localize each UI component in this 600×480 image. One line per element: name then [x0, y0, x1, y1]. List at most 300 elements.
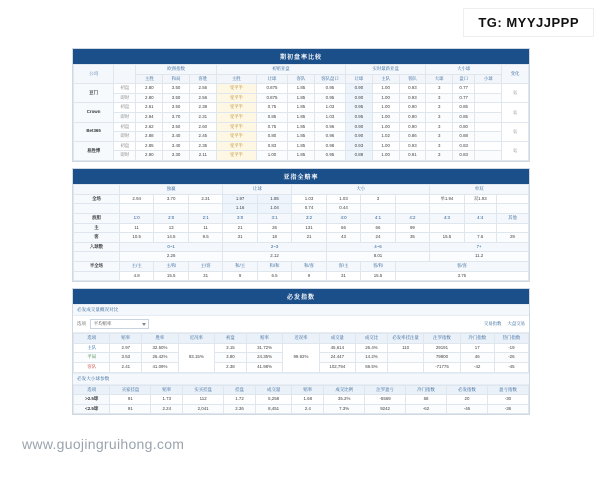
bfou-col: 成交量 [255, 385, 291, 395]
odds-cell: 0.93 [346, 141, 373, 151]
odds-col-home: 主胜 [136, 74, 163, 84]
odds-cell: 受平半 [216, 122, 256, 132]
table-row[interactable] [74, 223, 529, 233]
odds-cell: 0.95 [314, 151, 345, 161]
odds-cell: 3 [426, 141, 453, 151]
odds-cell: 0.95 [346, 113, 373, 123]
odds-cell: 3.70 [163, 113, 190, 123]
odds-col-draw: 和局 [163, 74, 190, 84]
bfou-cell: 35.2% [324, 395, 365, 405]
score-cell: 13 [154, 223, 188, 233]
table-row[interactable] [74, 404, 529, 414]
bf-cell-merged: 93.15% [178, 343, 214, 372]
odds-group-live-asia: 实时最新亚盘 [346, 65, 426, 75]
halffull-col: 客/客 [395, 261, 528, 271]
table-row[interactable] [74, 395, 529, 405]
odds-cell: 1.00 [372, 122, 399, 132]
bf-col: 近况率 [178, 334, 214, 344]
betfair-section1-title: 必发成交量概况对比 [73, 304, 529, 316]
odds-cell: 2.80 [136, 93, 163, 103]
odds-cell: 3 [426, 122, 453, 132]
odds-group-ou: 大小球 [426, 65, 502, 75]
goals-header-row [74, 242, 529, 252]
bf-col: 成交量 [319, 334, 355, 344]
odds-cell: 0.88 [346, 151, 373, 161]
odds-cell: 1.85 [288, 132, 315, 142]
odds-cell: 3.40 [163, 141, 190, 151]
odds-cell: 0.83 [453, 151, 475, 161]
bf-cell: 41.98% [246, 363, 282, 373]
betfair-summary-body [74, 343, 529, 372]
score-cell: 31 [223, 233, 257, 243]
bfou-cell: 20 [447, 395, 488, 405]
halffull-cell: 3.75 [395, 271, 528, 281]
odds-col-line: 盘口 [453, 74, 475, 84]
prob-cell: 2.94 [119, 194, 153, 204]
halffull-col: 主/客 [188, 261, 222, 271]
score-cell: 11 [119, 223, 153, 233]
bf-cell: 3.53 [110, 353, 142, 363]
bf-cell: 29191 [424, 343, 460, 353]
score-cell: 14.5 [154, 233, 188, 243]
odds-cell: 受平半 [216, 132, 256, 142]
odds-cell: 受平半 [216, 103, 256, 113]
odds-cell: 2.88 [136, 132, 163, 142]
halffull-col: 和/主 [223, 261, 257, 271]
odds-company: Bet365 [74, 122, 114, 141]
prob-cell [496, 194, 528, 204]
odds-group-change: 变化 [502, 65, 529, 84]
prob-cell [430, 204, 464, 214]
odds-cell [475, 132, 502, 142]
odds-col-company: 公司 [74, 65, 114, 84]
odds-cell: 0.90 [346, 132, 373, 142]
bfou-cell: 8,451 [255, 404, 291, 414]
score-cell: 18 [257, 233, 291, 243]
bf-col: 冷门指数 [460, 334, 494, 344]
score-row-label: 主 [74, 223, 120, 233]
bfou-col: 盈亏指数 [487, 385, 528, 395]
odds-cell: 0.96 [314, 122, 345, 132]
odds-cell: 2.60 [189, 122, 216, 132]
prob-cell [188, 204, 222, 214]
odds-cell: 2.56 [189, 93, 216, 103]
odds-cell: 2.35 [189, 141, 216, 151]
odds-cell: 2.85 [136, 141, 163, 151]
goals-col: 2~3 [223, 242, 326, 252]
odds-cell: 0.80 [256, 132, 287, 142]
bf-row-label: 主队 [74, 343, 110, 353]
halffull-cell: 31 [188, 271, 222, 281]
probability-panel [72, 168, 530, 282]
prob-row-label: 全场 [74, 194, 120, 204]
odds-col-a-awayteam: 客队 [288, 74, 315, 84]
prob-cell [395, 194, 429, 204]
goals-cell: 2.12 [223, 252, 326, 262]
halffull-cell: 6.5 [257, 271, 291, 281]
score-cell: 66 [326, 223, 360, 233]
table-row[interactable] [74, 93, 529, 103]
score-cell: 43 [326, 233, 360, 243]
halffull-col: 客/和 [361, 261, 395, 271]
odds-table [73, 64, 529, 161]
goals-col: 4~6 [326, 242, 429, 252]
prob-cell: 双1.93 [464, 194, 496, 204]
halffull-cell: 15.5 [154, 271, 188, 281]
prob-cell: 1.03 [326, 194, 360, 204]
odds-cell: 3.50 [163, 103, 190, 113]
filter-label: 选项 [77, 321, 86, 327]
bf-col: 选项 [74, 334, 110, 344]
prob-cell: 0.44 [326, 204, 360, 214]
bfou-cell: 2,041 [183, 404, 224, 414]
prob-cell [154, 204, 188, 214]
prob-col-blank [74, 185, 120, 195]
bf-cell: 2.41 [110, 363, 142, 373]
betfair-filter-bar [73, 316, 529, 333]
odds-cell: 0.75 [256, 103, 287, 113]
bf-col: 赔率 [110, 334, 142, 344]
score-cell: 99 [395, 223, 429, 233]
odds-cell [475, 122, 502, 132]
odds-cell [475, 141, 502, 151]
odds-cell: 1.00 [372, 103, 399, 113]
odds-line-tag: 初盘 [114, 141, 136, 151]
goals-col: 7+ [430, 242, 529, 252]
odds-cell: 2.80 [136, 84, 163, 94]
halffull-col: 主/主 [119, 261, 153, 271]
bfou-col: 赔率 [292, 385, 324, 395]
prob-cell: 2.31 [188, 194, 222, 204]
odds-cell: 0.95 [346, 103, 373, 113]
odds-cell: 1.02 [372, 132, 399, 142]
halffull-header-row [74, 261, 529, 271]
bf-cell: -26 [494, 353, 528, 363]
odds-cell: 0.95 [314, 93, 345, 103]
halffull-col: 和/客 [292, 261, 326, 271]
score-col: 3:1 [257, 213, 291, 223]
table-row[interactable] [74, 271, 529, 281]
bf-cell: -19 [494, 343, 528, 353]
halffull-col: 主/和 [154, 261, 188, 271]
bfou-col: 冷门指数 [406, 385, 447, 395]
odds-line-tag: 初盘 [114, 84, 136, 94]
prob-cell [464, 204, 496, 214]
bf-cell [387, 363, 423, 373]
bfou-col: 买家挂盘 [110, 385, 151, 395]
bf-cell: 102,794 [319, 363, 355, 373]
bf-cell: 2.97 [110, 343, 142, 353]
table-row[interactable] [74, 132, 529, 142]
table-row[interactable] [74, 113, 529, 123]
prob-cell [395, 204, 429, 214]
bf-cell: 24.35% [246, 353, 282, 363]
odds-col-over: 大球 [426, 74, 453, 84]
score-cell [430, 223, 464, 233]
odds-company: Crown [74, 103, 114, 122]
score-cell: 11 [188, 223, 222, 233]
bfou-cell: 1.68 [292, 395, 324, 405]
odds-cell: 1.00 [372, 93, 399, 103]
score-cell: 10.5 [119, 233, 153, 243]
score-cell: 15.5 [430, 233, 464, 243]
odds-change[interactable]: 氨 [502, 103, 529, 122]
odds-cell: 0.90 [399, 103, 426, 113]
odds-cell: 2.31 [189, 113, 216, 123]
odds-cell: 0.77 [453, 84, 475, 94]
odds-col-a-home: 主胜 [216, 74, 256, 84]
odds-cell: 受平半 [216, 151, 256, 161]
odds-cell: 0.90 [346, 93, 373, 103]
odds-cell: 0.90 [346, 84, 373, 94]
bf-cell: -45 [494, 363, 528, 373]
bfou-cell: -30 [487, 395, 528, 405]
bfou-cell: -36 [487, 404, 528, 414]
odds-cell: 1.00 [372, 84, 399, 94]
bf-col: 初盘 [215, 334, 247, 344]
bf-cell: 17 [460, 343, 494, 353]
odds-subheader-row [74, 74, 529, 84]
bf-col: 近况率 [283, 334, 319, 344]
betfair-summary-header-row [74, 334, 529, 344]
odds-cell: 0.83 [256, 141, 287, 151]
odds-cell: 1.85 [288, 113, 315, 123]
site-watermark: www.guojingruihong.com [22, 436, 185, 452]
odds-col-a-awayline: 客队盘口 [314, 74, 345, 84]
score-header-row [74, 213, 529, 223]
goals-cell: 11.2 [430, 252, 529, 262]
odds-cell: 2.90 [136, 151, 163, 161]
prob-header-row [74, 185, 529, 195]
halffull-cell: 31 [326, 271, 360, 281]
odds-cell: 3.40 [163, 132, 190, 142]
bfou-cell: 2.36 [224, 404, 256, 414]
table-row[interactable] [74, 84, 529, 94]
odds-cell: 1.85 [288, 151, 315, 161]
prob-cell: 1.97 [223, 194, 257, 204]
odds-cell: 3 [426, 132, 453, 142]
odds-cell: 0.875 [256, 93, 287, 103]
prob-cell: 0.74 [292, 204, 326, 214]
score-label: 波胆 [74, 213, 120, 223]
betfair-section2-title: 必发大小球参数 [73, 373, 529, 385]
tg-badge: TG: MYYJJPPP [463, 8, 594, 37]
link-market-trade[interactable]: 大盘交易 [507, 321, 525, 327]
odds-line-tag: 即时 [114, 151, 136, 161]
odds-cell: 0.88 [453, 132, 475, 142]
betfair-ou-table [73, 385, 529, 415]
bf-cell: 26.42% [142, 353, 178, 363]
score-cell: 35 [395, 233, 429, 243]
bfou-cell: 7.3% [324, 404, 365, 414]
odds-cell: 1.85 [288, 141, 315, 151]
prob-cell: 3 [361, 194, 395, 204]
score-cell: 7.6 [464, 233, 496, 243]
odds-cell: 0.93 [399, 141, 426, 151]
bfou-cell: 2.24 [151, 404, 183, 414]
odds-cell: 1.85 [288, 93, 315, 103]
odds-col-l-handicap: 让球 [346, 74, 373, 84]
odds-cell: 3.50 [163, 122, 190, 132]
bf-cell: 46 [460, 353, 494, 363]
bf-cell: 2.38 [215, 363, 247, 373]
odds-cell: 0.85 [453, 103, 475, 113]
score-col: 4:4 [464, 213, 496, 223]
score-cell [496, 223, 528, 233]
odds-cell: 3 [426, 93, 453, 103]
odds-cell: 0.85 [453, 113, 475, 123]
bfou-col: 实买挂盘 [183, 385, 224, 395]
table-row[interactable] [74, 233, 529, 243]
bfou-cell: -5569 [365, 395, 406, 405]
odds-cell: 3 [426, 84, 453, 94]
prob-cell: 单1.94 [430, 194, 464, 204]
table-row[interactable] [74, 194, 529, 204]
halffull-cell: 15.5 [361, 271, 395, 281]
score-col: 1:0 [119, 213, 153, 223]
odds-cell: 3 [426, 103, 453, 113]
betfair-ou-header-row [74, 385, 529, 395]
odds-cell: 0.875 [256, 84, 287, 94]
odds-cell: 0.96 [314, 132, 345, 142]
odds-cell: 1.00 [372, 141, 399, 151]
bf-cell: 24.447 [319, 353, 355, 363]
betfair-panel-title: 必发指数 [73, 289, 529, 304]
odds-change[interactable]: 氨 [502, 84, 529, 103]
probability-panel-title: 亚指全赔率 [73, 169, 529, 184]
score-cell: 29 [496, 233, 528, 243]
odds-change[interactable]: 氨 [502, 122, 529, 141]
bfou-cell: 2.4 [292, 404, 324, 414]
link-trade-index[interactable]: 交易指数 [483, 321, 502, 327]
odds-line-tag: 即时 [114, 132, 136, 142]
table-row[interactable] [74, 103, 529, 113]
bf-cell: 45,614 [319, 343, 355, 353]
bf-col: 必发率挂注量 [387, 334, 423, 344]
bfou-cell: 1.73 [151, 395, 183, 405]
odds-cell: 2.38 [189, 103, 216, 113]
table-row[interactable] [74, 252, 529, 262]
table-row[interactable] [74, 151, 529, 161]
odds-line-tag: 初盘 [114, 122, 136, 132]
bfou-cell: 9242 [365, 404, 406, 414]
odds-table-body [74, 84, 529, 161]
odds-cell: 0.75 [256, 122, 287, 132]
bf-cell: 31.72% [246, 343, 282, 353]
score-col: 3:0 [223, 213, 257, 223]
halffull-cell: 4.8 [119, 271, 153, 281]
odds-line-tag: 初盘 [114, 103, 136, 113]
odds-col-a-handicap: 让球 [256, 74, 287, 84]
odds-cell: 1.00 [256, 151, 287, 161]
odds-cell: 受平半 [216, 113, 256, 123]
odds-cell: 3.50 [163, 84, 190, 94]
bf-cell: 3.80 [215, 353, 247, 363]
bfou-cell: 91 [110, 404, 151, 414]
odds-group-euro: 欧洲指数 [136, 65, 216, 75]
score-row-label: 客 [74, 233, 120, 243]
score-col: 4:0 [326, 213, 360, 223]
sheet [72, 48, 530, 421]
odds-cell: 1.85 [288, 84, 315, 94]
odds-cell: 0.83 [453, 141, 475, 151]
score-cell: 21 [223, 223, 257, 233]
odds-cell: 2.11 [189, 151, 216, 161]
score-cell: 24 [361, 233, 395, 243]
score-cell [464, 223, 496, 233]
odds-col-l-home: 主队 [372, 74, 399, 84]
prob-cell [496, 204, 528, 214]
odds-cell: 0.93 [399, 93, 426, 103]
bfou-col: 必发指数 [447, 385, 488, 395]
score-cell: 26 [257, 223, 291, 233]
bf-cell: 59.5% [356, 363, 388, 373]
table-row[interactable] [74, 343, 529, 353]
filter-select[interactable]: 平均赔率 [90, 319, 149, 329]
odds-cell: 1.03 [314, 113, 345, 123]
prob-cell [361, 204, 395, 214]
odds-cell: 受平半 [216, 84, 256, 94]
odds-change[interactable]: 氨 [502, 141, 529, 160]
bfou-row-label: <2.5球 [74, 404, 110, 414]
bf-cell: 3.15 [215, 343, 247, 353]
odds-cell [475, 113, 502, 123]
bf-col: 注罗指数 [424, 334, 460, 344]
goals-col: 0~1 [119, 242, 222, 252]
bfou-cell: -62 [406, 404, 447, 414]
prob-cell: 3.70 [154, 194, 188, 204]
odds-cell: 1.85 [288, 103, 315, 113]
betfair-summary-table [73, 333, 529, 372]
bfou-col: 成交比例 [324, 385, 365, 395]
odds-panel [72, 48, 530, 162]
bf-col: 热门指数 [494, 334, 528, 344]
odds-cell: 2.94 [136, 113, 163, 123]
prob-cell: 1.85 [257, 194, 291, 204]
odds-cell: 2.62 [136, 122, 163, 132]
bfou-col: 挂盘 [224, 385, 256, 395]
odds-col-under: 小球 [475, 74, 502, 84]
bfou-cell: 91 [110, 395, 151, 405]
odds-col-l-away: 客队 [399, 74, 426, 84]
odds-group-header-row [74, 65, 529, 75]
odds-cell [475, 151, 502, 161]
score-col: 4:2 [395, 213, 429, 223]
bfou-cell: 1.72 [224, 395, 256, 405]
odds-cell: 0.91 [399, 151, 426, 161]
score-cell: 66 [361, 223, 395, 233]
bf-cell: -42 [460, 363, 494, 373]
score-col: 2:1 [188, 213, 222, 223]
odds-cell [475, 93, 502, 103]
table-row[interactable] [74, 204, 529, 214]
odds-cell: 1.00 [372, 113, 399, 123]
bf-cell: 41.09% [142, 363, 178, 373]
betfair-panel [72, 288, 530, 415]
odds-cell: 2.61 [136, 103, 163, 113]
halffull-cell: 9 [223, 271, 257, 281]
prob-cell: 1.16 [223, 204, 257, 214]
score-cell: 21 [292, 233, 326, 243]
bf-cell: 110 [387, 343, 423, 353]
bfou-col: 选项 [74, 385, 110, 395]
odds-line-tag: 即时 [114, 93, 136, 103]
table-row[interactable] [74, 141, 529, 151]
bfou-col: 赔率 [151, 385, 183, 395]
table-row[interactable] [74, 122, 529, 132]
probability-table [73, 184, 529, 281]
odds-cell: 0.86 [399, 132, 426, 142]
